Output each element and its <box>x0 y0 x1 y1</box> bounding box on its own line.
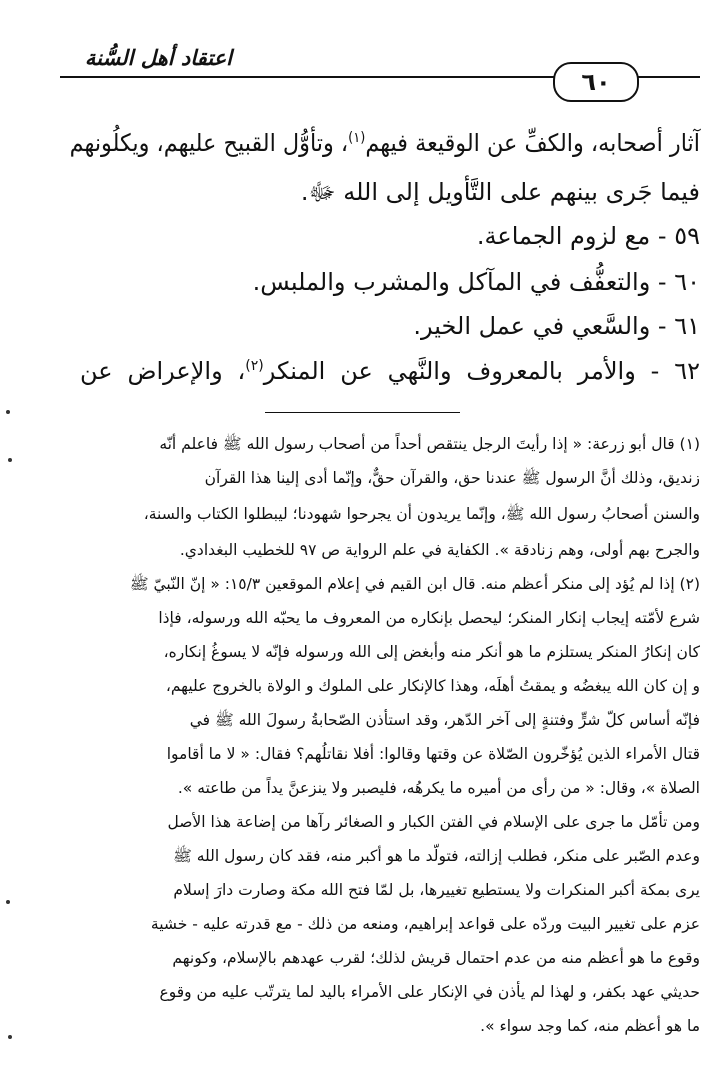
page-number: ٦٠ <box>553 62 639 102</box>
footnote-line: الصلاة »، وقال: « من رأى من أميره ما يكرهُه، فليصبر ولا ينزعنَّ يداً من طاعته ». <box>177 779 700 797</box>
footnote-line: شرع لأمّته إيجاب إنكار المنكر؛ ليحصل بإنكاره من المعروف ما يحبّه الله ورسوله، فإذا <box>158 609 700 627</box>
footnote-ref-2: (٢) <box>245 358 264 374</box>
scan-speck <box>8 1035 12 1039</box>
main-line-1 <box>69 118 700 163</box>
footnote-line: كان إنكارُ المنكر يستلزم ما هو أنكر منه وأبغض إلى الله ورسوله فإنّه لا يسوغُ إنكاره، <box>163 643 700 661</box>
footnote-line: (٢) إذا لم يُؤد إلى منكر أعظم منه. قال ابن القيم في إعلام الموقعين ١٥/٣: « إنّ النّبيّ ﷺ <box>129 575 700 593</box>
footnote-line: حديثي عهد بكفر، و لهذا لم يأذن في الإنكار على الأمراء باليد لما يترتّب عليه من وقوع <box>159 983 700 1001</box>
footnote-line: قتال الأمراء الذين يُؤخّرون الصّلاة عن وقتها وقالوا: أفلا نقاتلُهم؟ فقال: « لا ما أقاموا <box>166 745 700 763</box>
footnote-line: يرى بمكة أكبر المنكرات ولا يستطيع تغييرها، بل لمّا فتح الله مكة وصارت دارَ إسلام <box>173 881 700 899</box>
main-line-5: ٦١ - والسَّعي في عمل الخير. <box>413 312 700 340</box>
footnote-line: فإنّه أساس كلّ شرٍّ وفتنةٍ إلى آخر الدّهر، وقد استأذن الصّحابةُ رسولَ الله ﷺ في <box>189 711 700 729</box>
scan-speck <box>8 458 12 462</box>
footnote-line: والسنن أصحابُ رسول الله ﷺ، وإنّما يريدون أن يجرحوا شهودنا؛ ليبطلوا الكتاب والسنة، <box>143 505 700 523</box>
main-line-6-tail: ، والإعراض عن <box>80 357 246 385</box>
scan-speck <box>6 900 10 904</box>
scan-speck <box>6 410 10 414</box>
running-title: اعتقاد أهل السُّنة <box>84 46 232 70</box>
footnote-line: والجرح بهم أولى، وهم زنادقة ». الكفاية في علم الرواية ص ٩٧ للخطيب البغدادي. <box>179 541 700 559</box>
main-line-1-tail: ، وتأوُّل القبيح عليهم، ويكلُونهم <box>69 129 349 157</box>
main-line-6 <box>80 346 700 391</box>
footnote-line: وعدم الصّبر على منكر، فطلب إزالته، فتولّد ما هو أكبر منه، فقد كان رسول الله ﷺ <box>173 847 700 865</box>
footnote-line: ما هو أعظم منه، كما وجد سواء ». <box>480 1017 700 1035</box>
main-line-3: ٥٩ - مع لزوم الجماعة. <box>476 222 700 250</box>
main-line-1-text: آثار أصحابه، والكفِّ عن الوقيعة فيهم <box>365 129 700 157</box>
main-line-2: فيما جَرى بينهم على التَّأويل إلى الله ﷻ. <box>300 178 700 206</box>
footnote-line: زنديق، وذلك أنَّ الرسول ﷺ عندنا حق، والقرآن حقٌّ، وإنّما أدى إلينا هذا القرآن <box>204 469 700 487</box>
footnote-ref-1: (١) <box>348 130 366 146</box>
footnote-line: وقوع ما هو أعظم منه من عدم احتمال قريش لذلك؛ لقرب عهدهم بالإسلام، وكونهم <box>172 949 700 967</box>
footnote-separator <box>265 412 460 413</box>
footnote-line: ومن تأمّل ما جرى على الإسلام في الفتن الكبار و الصغائر رآها من إضاعة هذا الأصل <box>167 813 700 831</box>
footnote-line: و إن كان الله يبغضُه و يمقتُ أهلَه، وهذا كالإنكار على الملوك و الولاة بالخروج عليهم، <box>165 677 700 695</box>
main-line-6-text: ٦٢ - والأمر بالمعروف والنَّهي عن المنكر <box>263 357 700 385</box>
footnote-line: عزم على تغيير البيت وردّه على قواعد إبراهيم، ومنعه من ذلك - مع قدرته عليه - خشية <box>150 915 700 933</box>
main-line-4: ٦٠ - والتعفُّف في المآكل والمشرب والملبس. <box>252 268 700 296</box>
footnote-line: (١) قال أبو زرعة: « إذا رأيتَ الرجل ينتقص أحداً من أصحاب رسول الله ﷺ فاعلم أنّه <box>159 435 700 453</box>
page-header <box>0 0 726 115</box>
